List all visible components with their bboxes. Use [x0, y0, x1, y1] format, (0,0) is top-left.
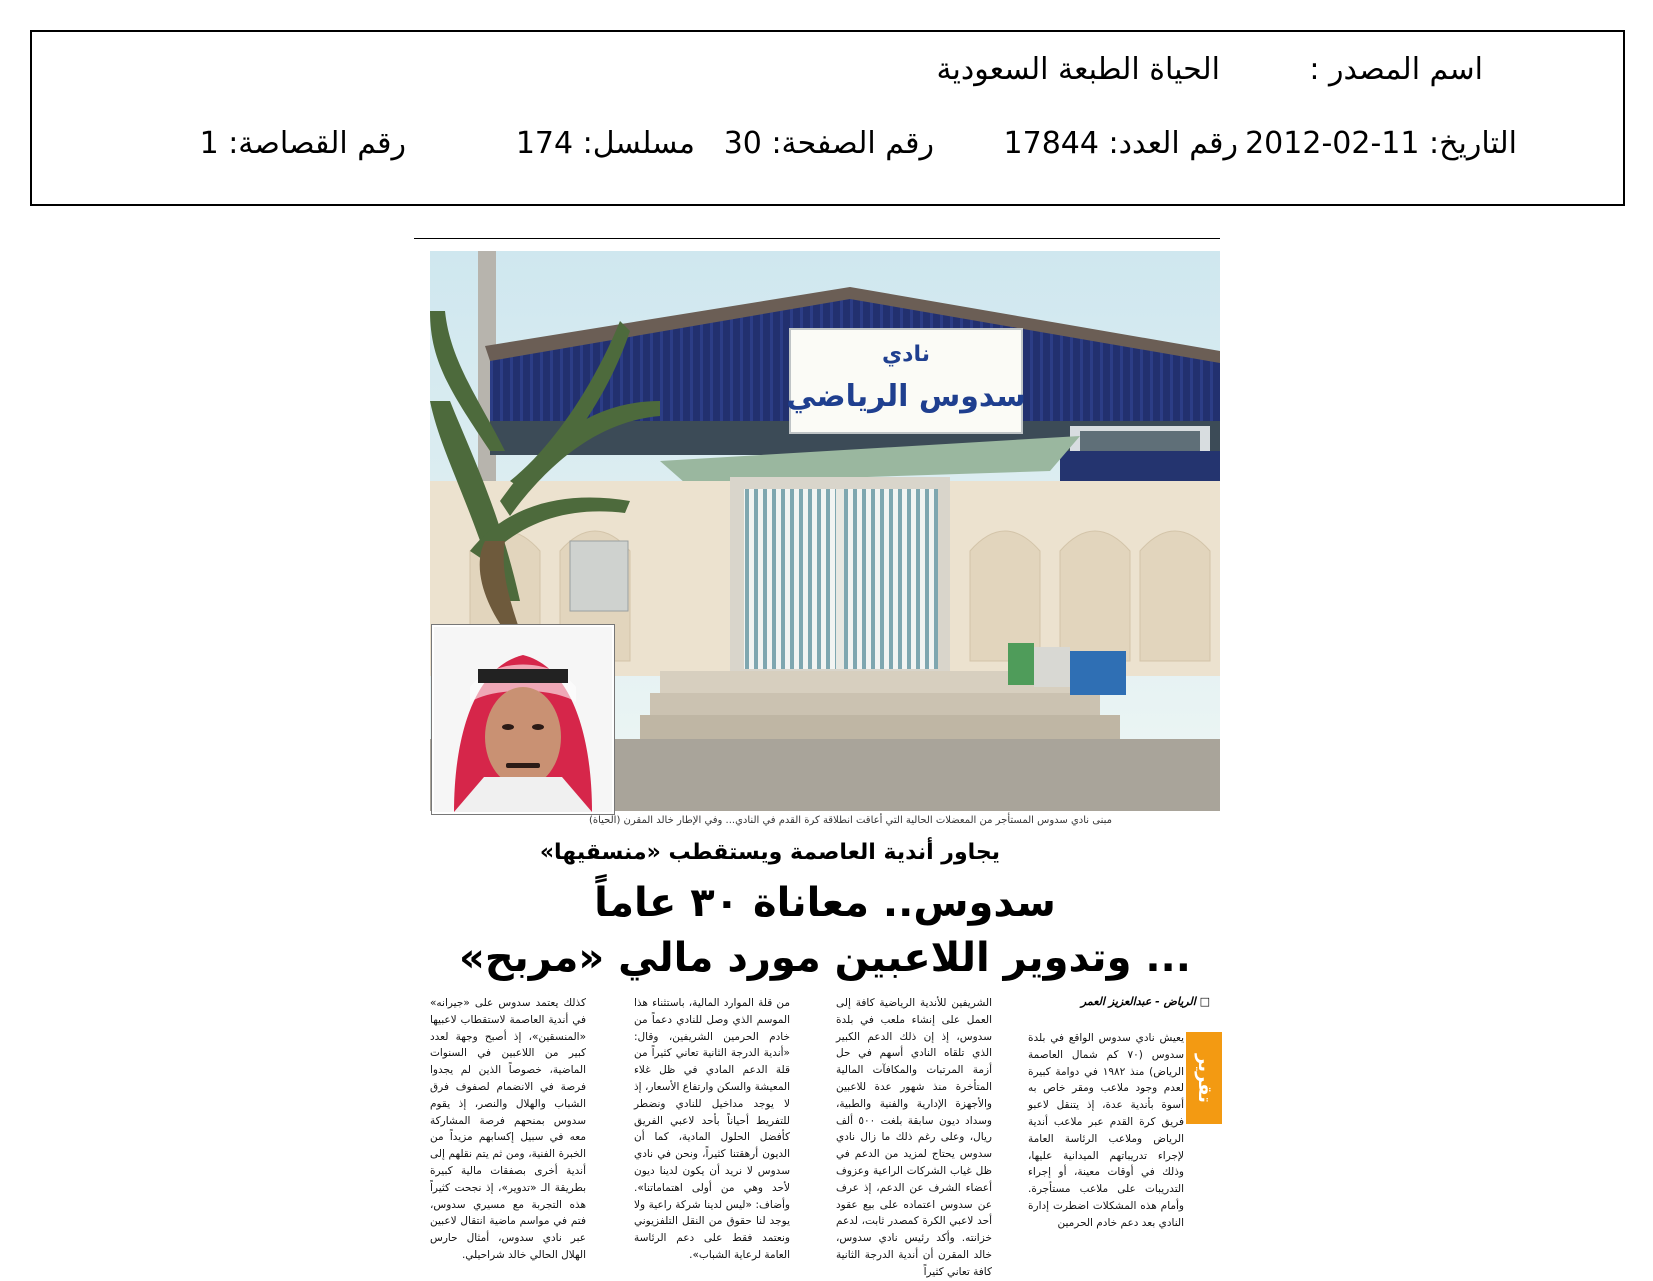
report-badge: تقرير: [1186, 1032, 1222, 1124]
photo-caption: مبنى نادي سدوس المستأجر من المعضلات الحالية التي أعاقت انطلاقة كرة القدم في النادي... وفي الإطار خالد المقرن (الحياة): [588, 815, 1112, 826]
source-label: اسم المصدر :: [1309, 52, 1483, 87]
article-column-1: يعيش نادي سدوس الواقع في بلدة سدوس (٧٠ كم شمال العاصمة الرياض) منذ ١٩٨٢ في دوامة كبيرة لعدم وجود ملاعب ومقر خاص به أسوة بأندية عدة، إذ يتنقل لاعبو فريق كرة القدم عبر ملاعب أندية الرياض وملاعب الرئاسة العامة لإجراء تدريباتهم الميدانية عليها، وذلك في أوقات معينة، أو إجراء التدريبات على ملاعب مستأجرة. وأمام هذه المشكلات اضطرت إدارة النادي بعد دعم خادم الحرمين: [1028, 1032, 1184, 1229]
headline-line-1: سدوس.. معاناة ٣٠ عاماً: [594, 880, 1056, 926]
article-column-3: من قلة الموارد المالية، باستثناء هذا الموسم الذي وصل للنادي دعماً من خادم الحرمين الشريفين، وقال: «أندية الدرجة الثانية تعاني كثيراً من قلة الدعم المادي في ظل غلاء المعيشة والسكن وارتفاع الأسعار، إذ لا يوجد مداخيل للنادي ونضطر للتفريط أحياناً بأحد لاعبي الفريق كأفضل الحلول المادية، كما أن الديون أرهقتنا كثيراً، ونحن في نادي سدوس لا نريد أن يكون لدينا ديون لأحد وهي من أولى اهتماماتنا». وأضاف: «ليس لدينا شركة راعية ولا يوجد لنا حقوق من النقل التلفزيوني ونعتمد فقط على دعم الرئاسة العامة لرعاية الشباب».: [634, 997, 790, 1261]
article-column-2: الشريفين للأندية الرياضية كافة إلى العمل على إنشاء ملعب في بلدة سدوس، إذ إن ذلك الدعم الكبير الذي تلقاه النادي أسهم في حل أزمة المرتبات والمكافآت المالية المتأخرة منذ شهور عدة للاعبين والأجهزة الإدارية والفنية والطبية، وسداد ديون سابقة بلغت ٥٠٠ ألف ريال، وعلى رغم ذلك ما زال نادي سدوس يحتاج لمزيد من الدعم في ظل غياب الشركات الراعية وعزوف أعضاء الشرف عن الدعم، إذ عرف عن سدوس اعتماده على بيع عقود أحد لاعبي الكرة كمصدر ثابت، لدعم خزانته. وأكد رئيس نادي سدوس، خالد المقرن أن أندية الدرجة الثانية كافة تعاني كثيراً: [836, 997, 992, 1278]
sign-line-1: نادي: [882, 342, 930, 367]
article-byline: □ الرياض - عبدالعزيز العمر: [1080, 995, 1210, 1008]
issue-number-field: رقم العدد: 17844: [1003, 126, 1238, 161]
clip-number-field: رقم القصاصة: 1: [199, 126, 406, 161]
date-field: التاريخ: 11-02-2012: [1245, 126, 1517, 161]
sign-line-2: سدوس الرياضي: [786, 379, 1026, 414]
article-kicker: يجاور أندية العاصمة ويستقطب «منسقيها»: [539, 840, 1000, 865]
page-number-field: رقم الصفحة: 30: [723, 126, 934, 161]
portrait-inset-photo: [432, 625, 614, 814]
article-column-4: كذلك يعتمد سدوس على «جيرانه» في أندية العاصمة لاستقطاب لاعبيها «المنسقين»، إذ أصبح وجهة لعدد كبير من اللاعبين في السنوات الماضية، خصوصاً الذين لم يجدوا فرصة في الانضمام لصفوف فرق الشباب والهلال والنصر، إذ يقوم سدوس بمنحهم فرصة المشاركة معه في سبيل إكسابهم مزيداً من الخبرة الفنية، ومن ثم يتم نقلهم إلى أندية أخرى بصفقات مالية كبيرة بطريقة الـ «تدوير»، إذ نجحت كثيراً هذه التجربة مع مسيري سدوس، فتم في مواسم ماضية انتقال لاعبين عبر نادي سدوس، أمثال حارس الهلال الحالي خالد شراحيلي.: [430, 997, 586, 1261]
portrait-illustration: [434, 627, 612, 812]
headline-line-2: ... وتدوير اللاعبين مورد مالي «مربح»: [459, 935, 1191, 981]
serial-number-field: مسلسل: 174: [515, 126, 695, 161]
source-value: الحياة الطبعة السعودية: [936, 52, 1220, 87]
clipping-top-rule: [414, 238, 1220, 239]
